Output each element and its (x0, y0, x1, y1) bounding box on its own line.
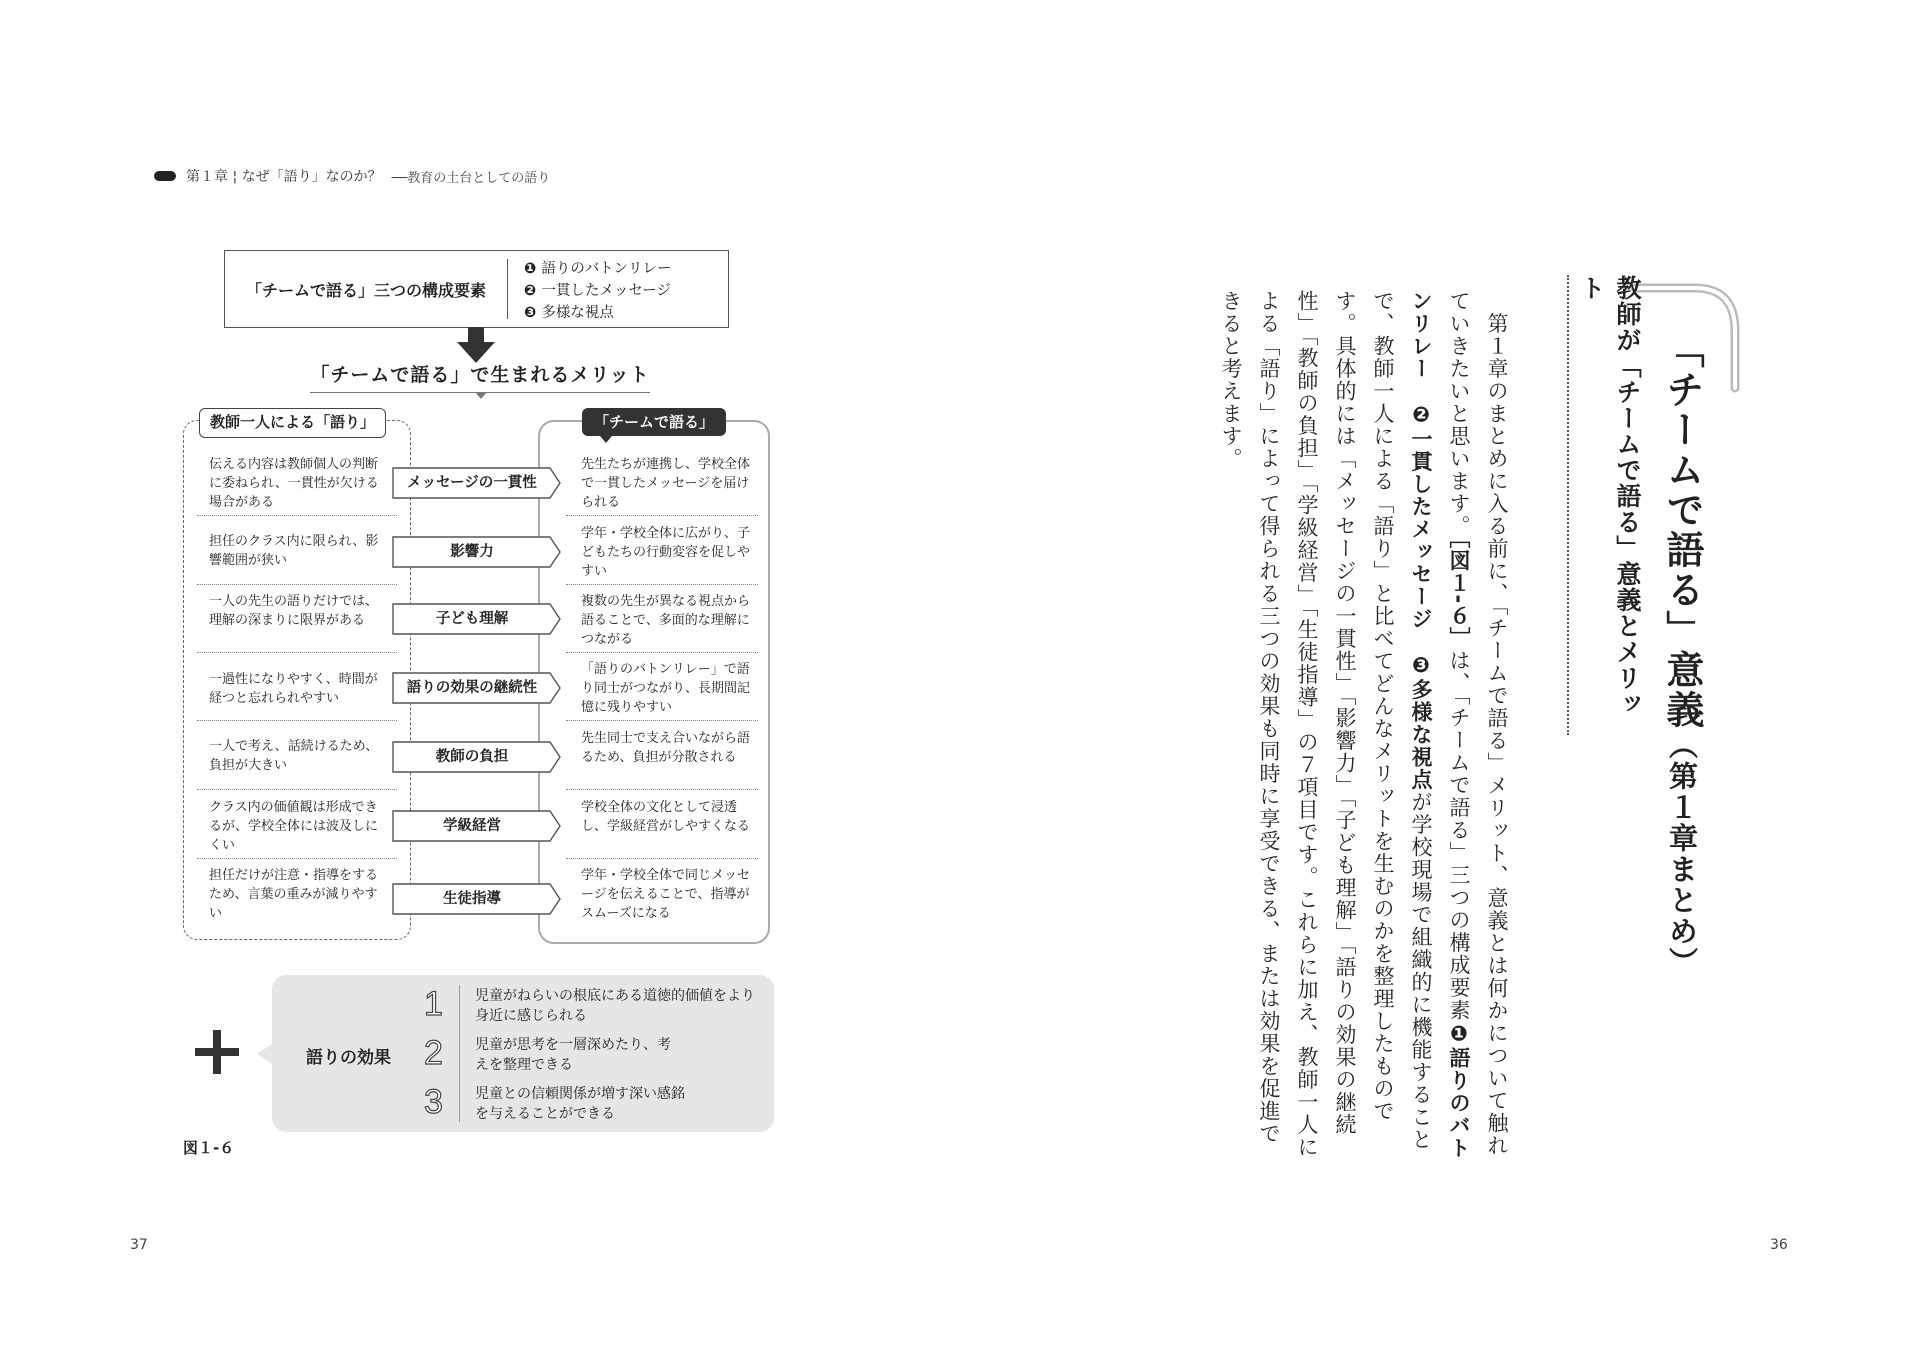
row-divider (197, 652, 397, 653)
running-header (154, 166, 550, 186)
team-cell: 学年・学校全体に広がり、子どもたちの行動変容を促しやすい (581, 526, 751, 579)
row-label: 影響力 (392, 536, 562, 568)
solo-cell: 一人で考え、話続けるため、負担が大きい (209, 739, 379, 773)
component-item: ❸ 多様な視点 (524, 302, 672, 324)
body-text (1212, 290, 1516, 1160)
team-cell: 学年・学校全体で同じメッセージを伝えることで、指導がスムーズになる (581, 868, 751, 921)
page-number-right: 36 (1770, 1237, 1788, 1253)
row-divider (197, 858, 397, 859)
components-list (508, 251, 672, 327)
team-cell: 複数の先生が異なる視点から語ることで、多面的な理解につながる (581, 594, 751, 647)
merit-notch (475, 392, 487, 399)
row-divider (566, 858, 758, 859)
section-subtitle: 教師が「チームで語る」意義とメリット (1567, 275, 1645, 735)
team-header-notch (600, 436, 612, 443)
row-label: メッセージの一貫性 (392, 467, 562, 499)
section-title-paren: （第１章まとめ） (1665, 730, 1699, 978)
solo-cell: 担任のクラス内に限られ、影響範囲が狭い (209, 534, 379, 568)
team-cell: 先生同士で支え合いながら語るため、負担が分散される (581, 731, 751, 765)
row-divider (197, 515, 397, 516)
figure-caption: 図１-６ (183, 1139, 235, 1157)
solo-cell: 一過性になりやすく、時間が経つと忘れられやすい (209, 672, 378, 706)
body-paragraph: 第１章のまとめに入る前に、「チームで語る」メリット、意義とは何かについて触れていきたいと思います。 (1447, 290, 1509, 1157)
component-ref: ❶語りのバトンリレー (1409, 290, 1471, 1160)
chapter-marker-icon (154, 171, 176, 181)
row-label: 生徒指導 (392, 883, 562, 915)
solo-cell: 担任だけが注意・指導をするため、言葉の重みが減りやすい (209, 868, 379, 921)
row-divider (566, 789, 758, 790)
row-divider (197, 720, 397, 721)
row-label: 教師の負担 (392, 741, 562, 773)
effect-number: 3 (424, 1083, 443, 1121)
row-divider (566, 720, 758, 721)
team-cell: 「語りのバトンリレー」で語り同士がつながり、長期間記憶に残りやすい (581, 662, 751, 715)
effect-text: 児童がねらいの根底にある道徳的価値をより身近に感じられる (475, 988, 755, 1024)
effect-number: 2 (424, 1034, 443, 1072)
section-title-main: 「チームで語る」意義 (1660, 330, 1704, 730)
figure-reference: ［図１-６］ (1447, 537, 1471, 650)
effect-divider (459, 985, 460, 1122)
solo-header: 教師一人による「語り」 (199, 408, 386, 438)
effect-text: 児童が思考を一層深めたり、考えを整理できる (475, 1037, 671, 1073)
effect-number: 1 (424, 985, 443, 1023)
row-divider (197, 584, 397, 585)
row-divider (566, 515, 758, 516)
row-divider (197, 789, 397, 790)
body-paragraph: が学校現場で組織的に機能することで、教師一人による「語り」と比べてどんなメリットを生むのかを整理したものです。具体的には「メッセージの一貫性」「影響力」「子ども理解」「語りの効果の継続性」「教師の負担」「学級経営」「生徒指導」の７項目です。これらに加え、教師一人による「語り」によって得られる三つの効果も同時に享受できる、または効果を促進できると考えます。 (1219, 290, 1433, 1159)
components-title: 「チームで語る」三つの構成要素 (225, 259, 508, 319)
components-box (224, 250, 729, 328)
effect-text: 児童との信頼関係が増す深い感銘を与えることができる (475, 1086, 685, 1122)
component-ref: ❸多様な視点 (1409, 653, 1433, 791)
row-divider (566, 652, 758, 653)
page-number-left: 37 (130, 1237, 148, 1253)
body-paragraph: は、「チームで語る」三つの構成要素 (1447, 649, 1471, 1022)
solo-cell: クラス内の価値観は形成できるが、学校全体には波及しにくい (209, 800, 379, 853)
down-arrow-icon (457, 327, 495, 363)
solo-cell: 伝える内容は教師個人の判断に委ねられ、一貫性が欠ける場合がある (209, 457, 379, 510)
row-label: 学級経営 (392, 810, 562, 842)
chapter-subtitle: ──教育の土台としての語り (391, 170, 551, 186)
row-divider (566, 584, 758, 585)
row-label: 子ども理解 (392, 603, 562, 635)
team-cell: 学校全体の文化として浸透し、学級経営がしやすくなる (581, 800, 751, 834)
team-header: 「チームで語る」 (582, 408, 726, 436)
component-item: ❷ 一貫したメッセージ (524, 280, 672, 302)
plus-icon (195, 1030, 239, 1078)
team-cell: 先生たちが連携し、学校全体で一貫したメッセージを届けられる (581, 457, 751, 510)
effect-notch (257, 1044, 272, 1064)
chapter-title: 第１章 ¦ なぜ「語り」なのか？ (186, 169, 382, 185)
section-title (1655, 330, 1710, 978)
component-item: ❶ 語りのバトンリレー (524, 258, 672, 280)
effect-title: 語りの効果 (306, 1048, 391, 1068)
merit-title: 「チームで語る」で生まれるメリット (310, 364, 650, 386)
solo-cell: 一人の先生の語りだけでは、理解の深まりに限界がある (209, 594, 379, 628)
row-label: 語りの効果の継続性 (392, 672, 562, 704)
component-ref: ❷一貫したメッセージ (1409, 402, 1433, 631)
